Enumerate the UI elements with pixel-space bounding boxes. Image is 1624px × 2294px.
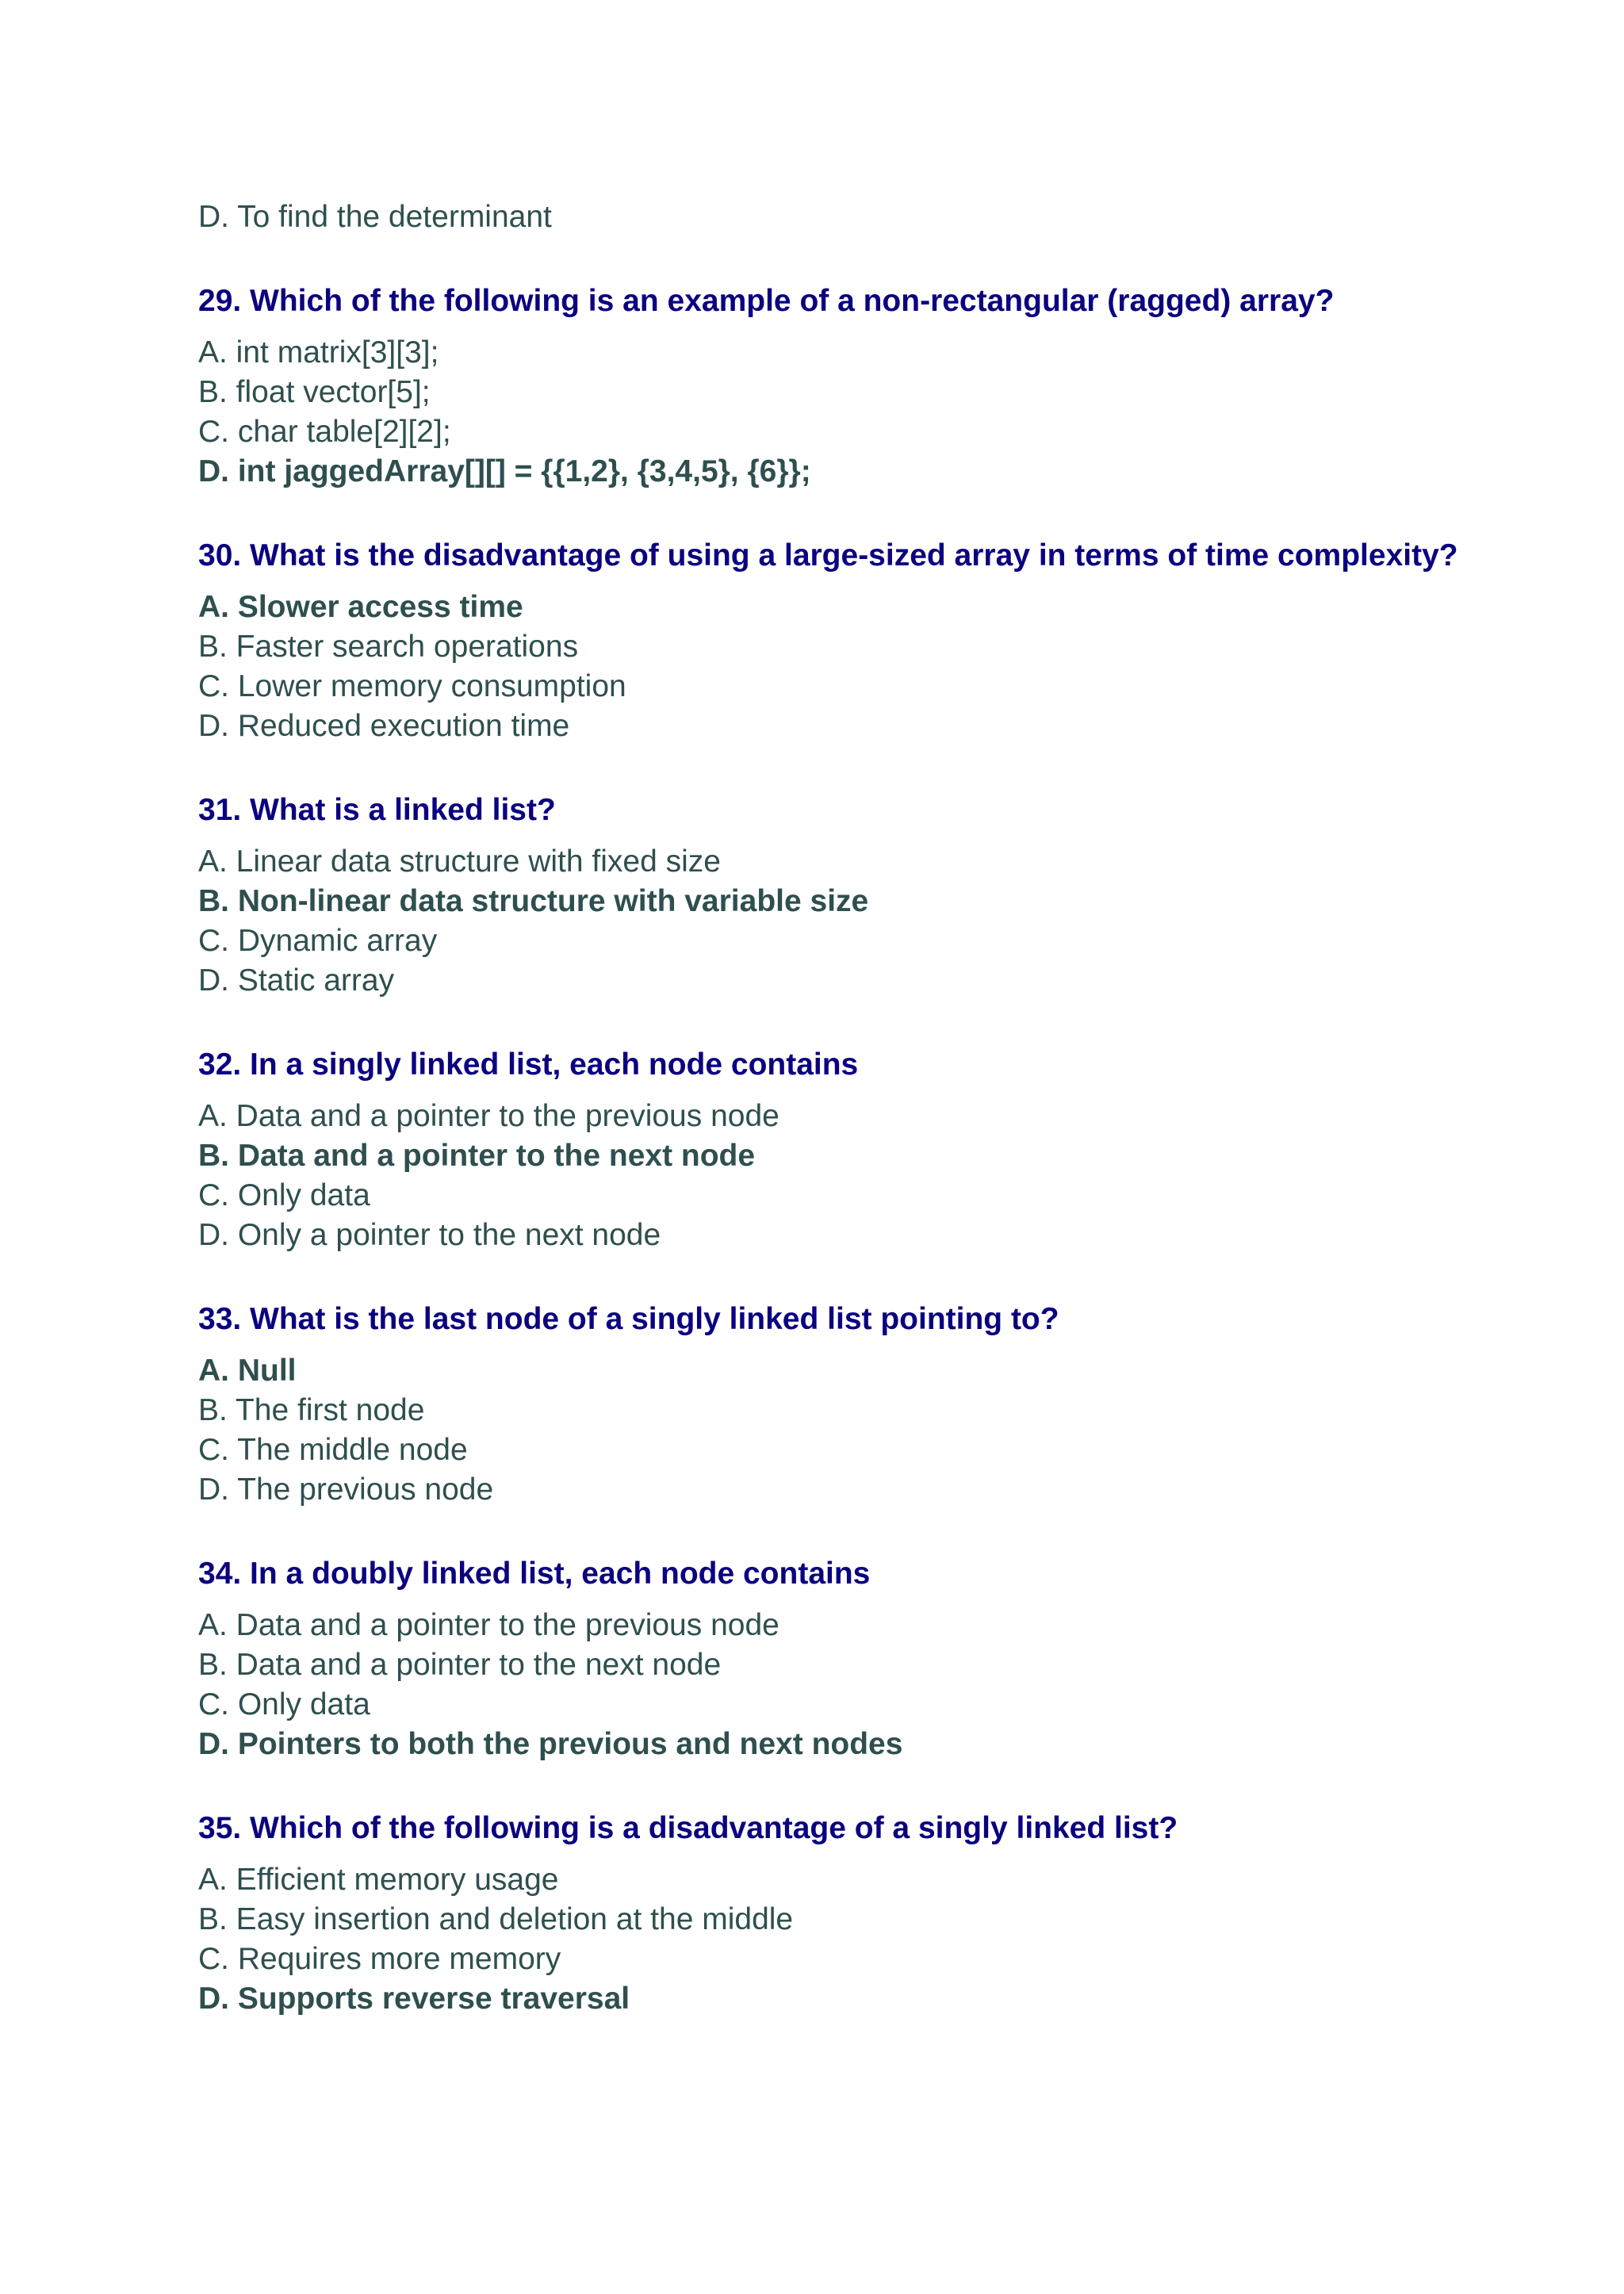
- option-d: D. Static array: [198, 963, 395, 998]
- option-c: C. Dynamic array: [198, 924, 438, 958]
- option-b-answer: B. Non-linear data structure with variable size: [198, 884, 869, 918]
- option-c: C. Only data: [198, 1178, 370, 1212]
- question-block-35: [198, 1809, 1546, 2019]
- option-c: C. Lower memory consumption: [198, 669, 626, 703]
- question-block-32: [198, 1045, 1546, 1255]
- option-c: C. The middle node: [198, 1433, 468, 1467]
- option-c: C. char table[2][2];: [198, 415, 451, 449]
- option-b: B. The first node: [198, 1393, 425, 1427]
- option-d: D. Reduced execution time: [198, 709, 570, 743]
- question-text: 33. What is the last node of a singly linked list pointing to?: [198, 1302, 1059, 1336]
- option-c: C. Only data: [198, 1687, 370, 1721]
- option-a: A. Linear data structure with fixed size: [198, 844, 721, 879]
- question-text: 31. What is a linked list?: [198, 793, 556, 827]
- option-b: B. Faster search operations: [198, 630, 579, 664]
- option-a-answer: A. Null: [198, 1354, 297, 1388]
- option-d-answer: D. int jaggedArray[][] = {{1,2}, {3,4,5}, {6}};: [198, 454, 811, 488]
- option-d-answer: D. Pointers to both the previous and next nodes: [198, 1727, 903, 1761]
- option-d: D. The previous node: [198, 1473, 494, 1507]
- question-block-34: [198, 1554, 1546, 1764]
- question-text: 35. Which of the following is a disadvantage of a singly linked list?: [198, 1811, 1178, 1845]
- option-a: A. Efficient memory usage: [198, 1863, 559, 1897]
- question-text: 32. In a singly linked list, each node contains: [198, 1047, 859, 1082]
- question-block-33: [198, 1300, 1546, 1510]
- option-a: A. int matrix[3][3];: [198, 335, 439, 370]
- question-text: 34. In a doubly linked list, each node contains: [198, 1557, 871, 1591]
- question-text: 29. Which of the following is an example of a non-rectangular (ragged) array?: [198, 284, 1335, 318]
- question-block-30: [198, 536, 1546, 746]
- carryover-option: D. To find the determinant: [198, 200, 552, 234]
- option-d: D. Only a pointer to the next node: [198, 1218, 661, 1252]
- option-d-answer: D. Supports reverse traversal: [198, 1982, 630, 2016]
- option-b: B. Data and a pointer to the next node: [198, 1648, 722, 1682]
- question-block-29: [198, 281, 1546, 492]
- option-c: C. Requires more memory: [198, 1942, 561, 1976]
- option-a: A. Data and a pointer to the previous node: [198, 1608, 779, 1642]
- option-a-answer: A. Slower access time: [198, 590, 523, 624]
- question-text: 30. What is the disadvantage of using a large-sized array in terms of time complexity?: [198, 538, 1458, 573]
- option-a: A. Data and a pointer to the previous node: [198, 1099, 779, 1133]
- question-block-31: [198, 791, 1546, 1001]
- option-b: B. Easy insertion and deletion at the middle: [198, 1902, 794, 1936]
- mcq-content: [198, 197, 1546, 2019]
- option-b: B. float vector[5];: [198, 375, 431, 409]
- option-b-answer: B. Data and a pointer to the next node: [198, 1139, 756, 1173]
